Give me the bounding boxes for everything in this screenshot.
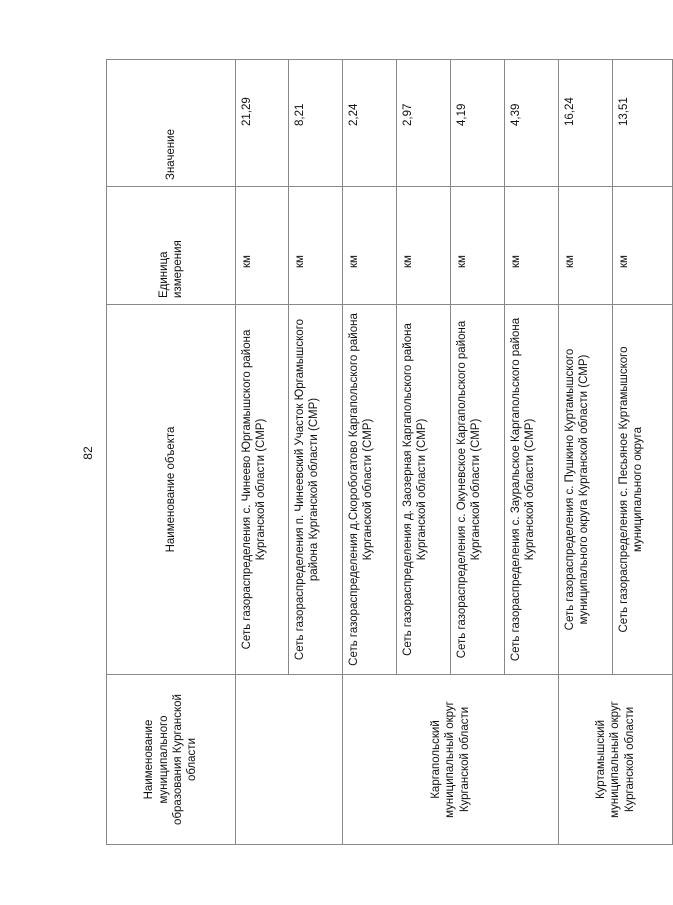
object-cell: Сеть газораспределения д. Заозерная Каргапольского района Курганской области (СМР)	[397, 305, 451, 675]
object-cell: Сеть газораспределения д.Скоробогатово Каргапольского района Курганской области (СМР)	[343, 305, 397, 675]
value-cell: 16,24	[559, 60, 613, 187]
header-value: Значение	[107, 60, 236, 187]
object-cell: Сеть газораспределения с. Зауральское Каргапольского района Курганской области (СМР)	[505, 305, 559, 675]
object-cell: Сеть газораспределения с. Чинеево Юргамышского района Курганской области (СМР)	[236, 305, 289, 675]
object-cell: Сеть газораспределения с. Окуневское Каргапольского района Курганской области (СМР)	[451, 305, 505, 675]
unit-cell: км	[343, 187, 397, 305]
municipality-cell-kurtamyshsky: Куртамышский муниципальный округ Курганской области	[559, 675, 673, 845]
data-table	[106, 59, 673, 845]
value-cell: 21,29	[236, 60, 289, 187]
value-cell: 8,21	[289, 60, 343, 187]
table-row	[559, 60, 613, 845]
table-container	[106, 60, 645, 845]
page-number: 82	[81, 446, 95, 460]
municipality-cell	[289, 675, 343, 845]
object-cell: Сеть газораспределения с. Песьяное Куртамышского муниципального округа	[613, 305, 673, 675]
header-object: Наименование объекта	[107, 305, 236, 675]
object-cell: Сеть газораспределения с. Пушкино Куртамышского муниципального округа Курганской области (СМР)	[559, 305, 613, 675]
unit-cell: км	[451, 187, 505, 305]
value-cell: 4,19	[451, 60, 505, 187]
municipality-cell	[236, 675, 289, 845]
unit-cell: км	[289, 187, 343, 305]
header-unit: Единица измерения	[107, 187, 236, 305]
unit-cell: км	[613, 187, 673, 305]
table-row	[236, 60, 289, 845]
municipality-cell-kargapolsky: Каргапольский муниципальный округ Курганской области	[343, 675, 559, 845]
object-cell: Сеть газораспределения п. Чинеевский Участок Юргамышского района Курганской области (СМР)	[289, 305, 343, 675]
table-row	[289, 60, 343, 845]
unit-cell: км	[559, 187, 613, 305]
value-cell: 4,39	[505, 60, 559, 187]
header-municipality: Наименование муниципального образования Курганской области	[107, 675, 236, 845]
rotated-page	[106, 60, 645, 845]
unit-cell: км	[236, 187, 289, 305]
table-header-row	[107, 60, 236, 845]
table-row	[343, 60, 397, 845]
value-cell: 2,97	[397, 60, 451, 187]
value-cell: 2,24	[343, 60, 397, 187]
unit-cell: км	[505, 187, 559, 305]
value-cell: 13,51	[613, 60, 673, 187]
unit-cell: км	[397, 187, 451, 305]
